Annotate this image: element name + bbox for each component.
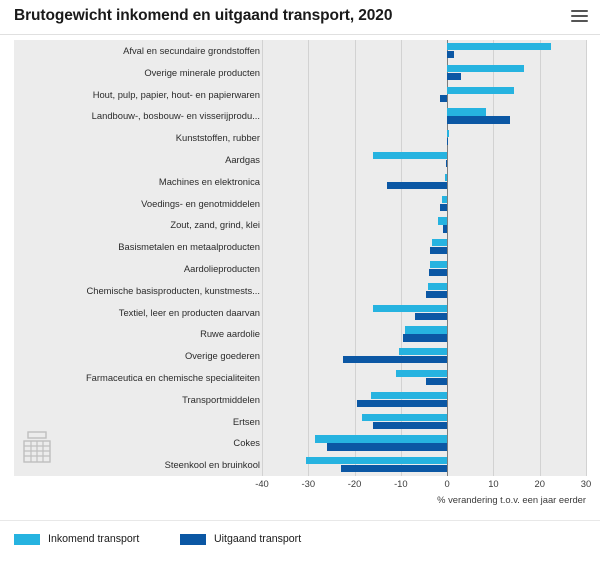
bar-inkomend (399, 348, 448, 355)
category-label: Basismetalen en metaalproducten (118, 241, 260, 253)
bar-uitgaand (357, 400, 447, 407)
x-axis-title: % verandering t.o.v. een jaar eerder (437, 494, 586, 505)
bar-uitgaand (447, 138, 448, 145)
chart-row (14, 389, 586, 411)
bar-uitgaand (426, 291, 447, 298)
bar-inkomend (315, 435, 447, 442)
x-tick-label: 0 (444, 478, 450, 489)
chart-row (14, 302, 586, 324)
bar-group (262, 367, 586, 389)
chart-legend (0, 520, 600, 561)
chart-row (14, 454, 586, 476)
bar-inkomend (371, 392, 447, 399)
legend-label-inkomend: Inkomend transport (48, 533, 140, 545)
bar-inkomend (362, 414, 448, 421)
page-title: Brutogewicht inkomend en uitgaand transport, 2020 (14, 7, 393, 24)
bar-group (262, 62, 586, 84)
bar-uitgaand (446, 160, 447, 167)
chart-row (14, 84, 586, 106)
bar-group (262, 323, 586, 345)
bar-uitgaand (440, 204, 447, 211)
category-label: Textiel, leer en producten daarvan (118, 306, 260, 318)
bar-uitgaand (430, 247, 448, 254)
chart-row (14, 345, 586, 367)
category-label: Cokes (233, 437, 260, 449)
bar-inkomend (447, 108, 486, 115)
bar-inkomend (447, 65, 523, 72)
bar-group (262, 127, 586, 149)
chart-row (14, 62, 586, 84)
category-label: Zout, zand, grind, klei (170, 219, 260, 231)
bar-uitgaand (426, 378, 447, 385)
bar-group (262, 40, 586, 62)
chart-row (14, 411, 586, 433)
legend-swatch-inkomend (14, 534, 40, 545)
bar-group (262, 432, 586, 454)
bar-group (262, 389, 586, 411)
bar-uitgaand (447, 116, 509, 123)
hamburger-menu-icon[interactable] (571, 10, 588, 23)
x-tick-label: -10 (394, 478, 408, 489)
chart-row (14, 40, 586, 62)
bar-inkomend (442, 196, 448, 203)
bar-uitgaand (443, 225, 448, 232)
bar-uitgaand (447, 51, 454, 58)
category-label: Afval en secundaire grondstoffen (123, 45, 260, 56)
chart-header (0, 0, 600, 35)
x-tick-label: -40 (255, 478, 269, 489)
category-label: Hout, pulp, papier, hout- en papierwaren (92, 88, 260, 100)
x-tick-label: 30 (580, 478, 592, 489)
category-label: Steenkool en bruinkool (164, 459, 260, 471)
bar-uitgaand (373, 422, 447, 429)
chart-row (14, 432, 586, 454)
x-axis-ticks (255, 478, 592, 492)
category-label: Transportmiddelen (182, 393, 260, 405)
bar-inkomend (447, 43, 551, 50)
gridline (586, 40, 587, 476)
bar-group (262, 345, 586, 367)
chart-row (14, 105, 586, 127)
bar-group (262, 171, 586, 193)
legend-swatch-uitgaand (180, 534, 206, 545)
x-tick-label: -30 (301, 478, 316, 489)
bar-inkomend (447, 130, 449, 137)
bar-group (262, 105, 586, 127)
bar-uitgaand (403, 334, 447, 341)
bar-uitgaand (327, 443, 447, 450)
bar-uitgaand (447, 73, 461, 80)
bar-group (262, 454, 586, 476)
bar-rows (14, 40, 586, 476)
bar-uitgaand (341, 465, 447, 472)
bar-inkomend (306, 457, 447, 464)
category-label: Farmaceutica en chemische specialiteiten (85, 372, 260, 383)
chart-row (14, 149, 586, 171)
bar-uitgaand (387, 182, 447, 189)
chart-area (0, 34, 600, 514)
category-label: Ertsen (232, 415, 260, 427)
bar-inkomend (373, 305, 447, 312)
bar-uitgaand (343, 356, 447, 363)
category-label: Overige minerale producten (144, 66, 260, 78)
category-label: Landbouw-, bosbouw- en visserijprodu... (91, 110, 260, 122)
chart-row (14, 171, 586, 193)
bar-group (262, 84, 586, 106)
bar-inkomend (430, 261, 447, 268)
bar-group (262, 302, 586, 324)
bar-group (262, 236, 586, 258)
bar-group (262, 258, 586, 280)
legend-item-inkomend[interactable] (14, 531, 139, 547)
chart-row (14, 258, 586, 280)
category-label: Overige goederen (184, 350, 260, 362)
category-label: Aardgas (225, 154, 260, 165)
category-label: Machines en elektronica (158, 175, 260, 187)
bar-uitgaand (415, 313, 447, 320)
x-tick-label: 10 (488, 478, 499, 489)
bar-group (262, 280, 586, 302)
bar-inkomend (428, 283, 447, 290)
chart-row (14, 236, 586, 258)
bar-inkomend (438, 217, 447, 224)
category-label: Chemische basisproducten, kunstmests... (86, 284, 260, 296)
bar-inkomend (432, 239, 447, 246)
bar-inkomend (396, 370, 447, 377)
chart-row (14, 127, 586, 149)
category-label: Voedings- en genotmiddelen (141, 197, 260, 209)
chart-row (14, 367, 586, 389)
bar-inkomend (445, 174, 447, 181)
category-label: Kunststoffen, rubber (175, 132, 260, 144)
x-tick-label: -20 (347, 478, 362, 489)
chart-row (14, 214, 586, 236)
chart-row (14, 323, 586, 345)
bar-group (262, 149, 586, 171)
bar-group (262, 193, 586, 215)
bar-group (262, 214, 586, 236)
bar-uitgaand (440, 95, 447, 102)
bar-uitgaand (429, 269, 448, 276)
legend-label-uitgaand: Uitgaand transport (214, 533, 302, 545)
x-tick-label: 20 (534, 478, 545, 489)
category-label: Ruwe aardolie (200, 328, 260, 340)
bar-group (262, 411, 586, 433)
legend-item-uitgaand[interactable] (180, 531, 301, 547)
chart-row (14, 280, 586, 302)
bar-inkomend (373, 152, 447, 159)
chart-row (14, 193, 586, 215)
bar-inkomend (447, 87, 514, 94)
category-label: Aardolieproducten (183, 263, 260, 274)
bar-inkomend (405, 326, 447, 333)
